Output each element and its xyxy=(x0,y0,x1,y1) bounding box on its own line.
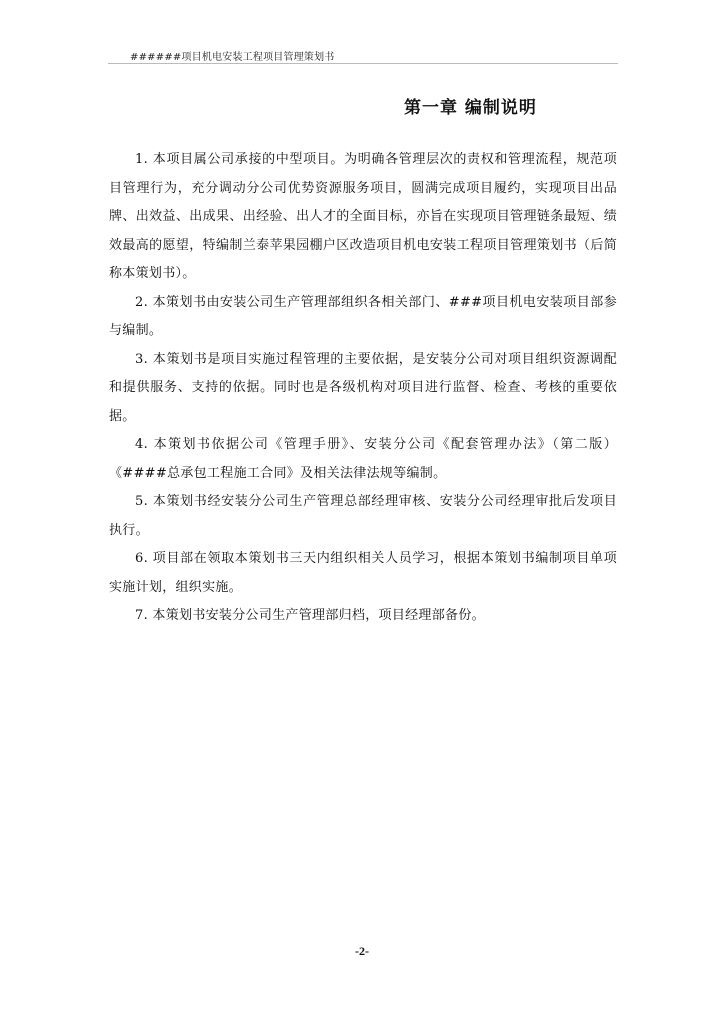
paragraph-3: 3. 本策划书是项目实施过程管理的主要依据，是安装分公司对项目组织资源调配和提供服务、支持的依据。同时也是各级机构对项目进行监督、检查、考核的重要依据。 xyxy=(109,351,617,424)
paragraph-6: 6. 项目部在领取本策划书三天内组织相关人员学习，根据本策划书编制项目单项实施计划，组织实施。 xyxy=(109,551,617,595)
header-divider xyxy=(108,63,618,64)
paragraph-5: 5. 本策划书经安装分公司生产管理总部经理审核、安装分公司经理审批后发项目执行。 xyxy=(109,494,617,538)
running-header: ######项目机电安装工程项目管理策划书 xyxy=(130,52,335,63)
paragraph-7: 7. 本策划书安装分公司生产管理部归档，项目经理部备份。 xyxy=(135,608,485,623)
chapter-title: 第一章 编制说明 xyxy=(404,98,537,118)
page-number: -2- xyxy=(355,944,369,958)
paragraph-4: 4. 本策划书依据公司《管理手册》、安装分公司《配套管理办法》（第二版）《####总承包工程施工合同》及相关法律法规等编制。 xyxy=(109,437,617,481)
paragraph-1: 1. 本项目属公司承接的中型项目。为明确各管理层次的责权和管理流程，规范项目管理行为，充分调动分公司优势资源服务项目，圆满完成项目履约，实现项目出品牌、出效益、出成果、出经验、出人才的全面目标，亦旨在实现项目管理链条最短、绩效最高的愿望，特编制兰泰苹果园棚户区改造项目机电安装工程项目管理策划书（后简称本策划书）。 xyxy=(109,152,617,281)
paragraph-2: 2. 本策划书由安装公司生产管理部组织各相关部门、###项目机电安装项目部参与编制。 xyxy=(109,294,617,338)
document-body xyxy=(109,146,617,631)
